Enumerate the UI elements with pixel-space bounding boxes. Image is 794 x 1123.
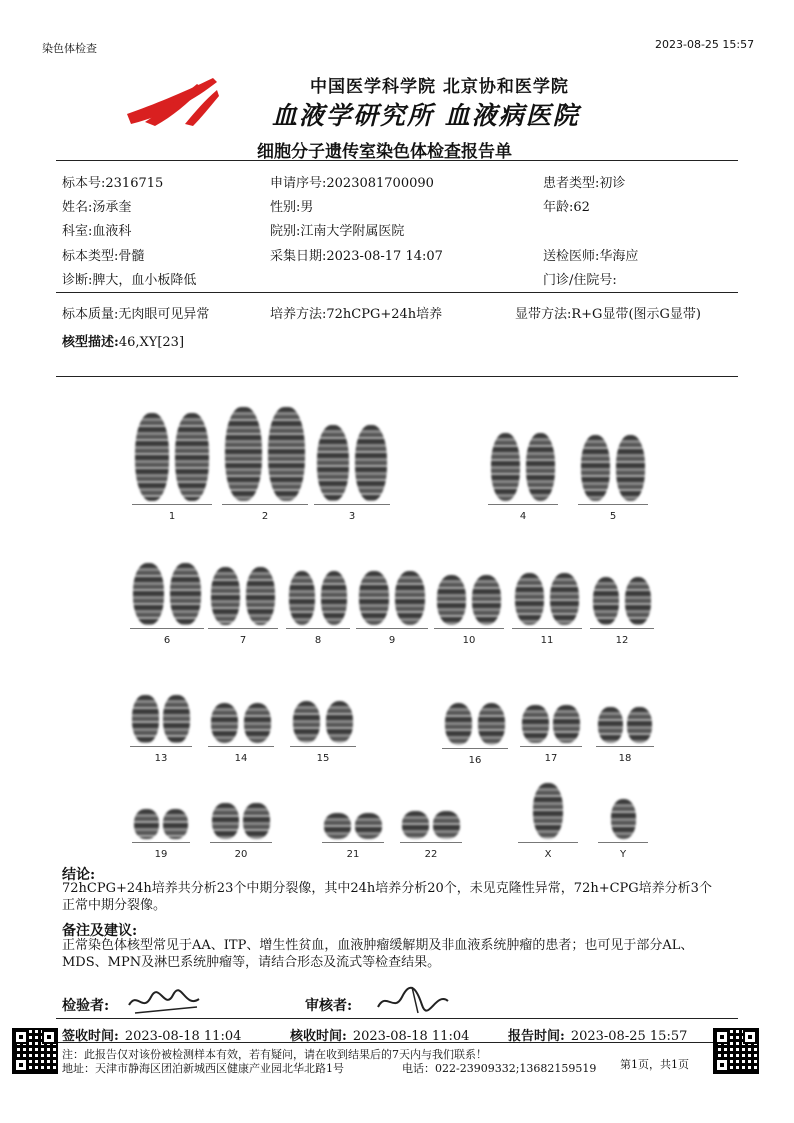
chromosome-pair-1 [132, 413, 212, 527]
karyotype-value: 46,XY[23] [118, 335, 185, 350]
pair-baseline [130, 746, 192, 747]
chromosome [135, 413, 169, 501]
chromosome-label: 1 [168, 511, 176, 522]
report-title: 细胞分子遗传室染色体检查报告单 [257, 142, 512, 162]
chromosome-pair-10 [434, 575, 504, 651]
pair-baseline [132, 842, 190, 843]
banding-method: 显带方法:R+G显带(图示G显带) [515, 307, 701, 322]
chromosome-label: 3 [348, 511, 356, 522]
pair-baseline [130, 628, 204, 629]
institution-line1: 中国医学科学院 北京协和医学院 [310, 77, 569, 97]
chromosome [244, 703, 272, 743]
divider [56, 292, 738, 293]
patient-sex: 性别:男 [270, 200, 314, 215]
chromosome [437, 575, 466, 625]
chromosome-pair-13 [130, 695, 192, 769]
chromosome-label: Y [619, 849, 627, 860]
pair-baseline [314, 504, 390, 505]
divider [56, 1018, 738, 1019]
qr-code-icon [713, 1028, 759, 1074]
chromosome-pair-9 [356, 571, 428, 651]
divider [56, 376, 738, 377]
divider [56, 1042, 738, 1043]
chromosome [170, 563, 201, 625]
chromosome-label: 5 [609, 511, 617, 522]
chromosome-pair-17 [520, 705, 582, 769]
chromosome-label: 18 [618, 753, 632, 764]
chromosome [163, 695, 189, 743]
chromosome [472, 575, 501, 625]
page-label: 染色体检查 [42, 42, 97, 55]
chromosome-pair-X [518, 783, 578, 865]
diagnosis: 诊断:脾大，血小板降低 [62, 273, 197, 288]
outpatient-no: 门诊/住院号: [543, 273, 617, 288]
receive-label: 签收时间: [62, 1029, 119, 1044]
pair-baseline [290, 746, 356, 747]
chromosome [163, 809, 187, 839]
footer-phone: 电话：022-23909332;13682159519 [402, 1062, 597, 1075]
chromosome-pair-22 [400, 811, 462, 865]
chromosome [359, 571, 389, 625]
chromosome [478, 703, 506, 745]
chromosome [133, 563, 164, 625]
chromosome-label: 19 [154, 849, 168, 860]
doctor: 送检医师:华海应 [543, 249, 639, 264]
remarks-label: 备注及建议: [62, 923, 138, 939]
patient-age: 年龄:62 [543, 200, 590, 215]
chromosome [593, 577, 620, 625]
pair-baseline [356, 628, 428, 629]
check-value: 2023-08-18 11:04 [352, 1029, 470, 1044]
chromosome [243, 803, 269, 839]
chromosome [268, 407, 304, 501]
pair-baseline [208, 746, 274, 747]
chromosome [355, 425, 387, 501]
footer-address: 地址：天津市静海区团泊新城西区健康产业园北华北路1号 [62, 1062, 344, 1075]
chromosome [175, 413, 209, 501]
chromosome [526, 433, 555, 501]
chromosome [324, 813, 350, 839]
chromosome [627, 707, 651, 743]
karyotype-label: 核型描述: [62, 335, 119, 350]
karyotype [62, 331, 184, 350]
chromosome-pair-5 [578, 435, 648, 527]
chromosome-pair-2 [222, 407, 308, 527]
chromosome-pair-7 [208, 567, 278, 651]
receive-value: 2023-08-18 11:04 [124, 1029, 242, 1044]
institution-line2: 血液学研究所 血液病医院 [272, 101, 580, 130]
specimen-no: 标本号:2316715 [62, 176, 164, 191]
chromosome [395, 571, 425, 625]
pair-baseline [434, 628, 504, 629]
chromosome-label: 16 [468, 755, 482, 766]
pair-baseline [210, 842, 272, 843]
reviewer-label: 审核者: [305, 998, 353, 1014]
chromosome-label: 11 [540, 635, 554, 646]
chromosome-pair-12 [590, 577, 654, 651]
chromosome [211, 703, 239, 743]
chromosome-label: 15 [316, 753, 330, 764]
chromosome [317, 425, 349, 501]
chromosome-pair-4 [488, 433, 558, 527]
chromosome [293, 701, 321, 743]
chromosome-label: 9 [388, 635, 396, 646]
chromosome-pair-20 [210, 803, 272, 865]
chromosome [611, 799, 636, 839]
report-label: 报告时间: [508, 1029, 565, 1044]
collect-date: 采集日期:2023-08-17 14:07 [270, 249, 443, 264]
chromosome-label: X [544, 849, 552, 860]
chromosome [355, 813, 381, 839]
pair-baseline [322, 842, 384, 843]
chromosome-label: 22 [424, 849, 438, 860]
chromosome [581, 435, 610, 501]
pair-baseline [208, 628, 278, 629]
chromosome [402, 811, 428, 839]
chromosome [515, 573, 544, 625]
chromosome [134, 809, 158, 839]
chromosome [445, 703, 473, 745]
patient-name: 姓名:汤承奎 [62, 200, 132, 215]
chromosome-label: 10 [462, 635, 476, 646]
chromosome [326, 701, 354, 743]
chromosome [246, 567, 275, 625]
chromosome-label: 4 [519, 511, 527, 522]
chromosome-label: 21 [346, 849, 360, 860]
chromosome [616, 435, 645, 501]
pair-baseline [596, 746, 654, 747]
chromosome [550, 573, 579, 625]
remarks-text: 正常染色体核型常见于AA、ITP、增生性贫血，血液肿瘤缓解期及非血液系统肿瘤的患者；也可见于部分AL、MDS、MPN及淋巴系统肿瘤等，请结合形态及流式等检查结果。 [62, 938, 694, 970]
pair-baseline [598, 842, 648, 843]
chromosome-pair-11 [512, 573, 582, 651]
pair-baseline [442, 748, 508, 749]
chromosome-pair-16 [442, 703, 508, 771]
pair-baseline [400, 842, 462, 843]
chromosome-label: 20 [234, 849, 248, 860]
footer-page: 第1页，共1页 [620, 1058, 689, 1071]
divider [56, 160, 738, 161]
chromosome [321, 571, 348, 625]
print-time: 2023-08-25 15:57 [655, 38, 755, 51]
chromosome-pair-18 [596, 707, 654, 769]
footer-note: 注：此报告仅对该份被检测样本有效，若有疑问，请在收到结果后的7天内与我们联系！ [62, 1048, 487, 1061]
chromosome-label: 12 [615, 635, 629, 646]
hospital: 院别:江南大学附属医院 [270, 224, 405, 239]
chromosome [211, 567, 240, 625]
request-no: 申请序号:2023081700090 [270, 176, 434, 191]
pair-baseline [286, 628, 350, 629]
chromosome-label: 17 [544, 753, 558, 764]
pair-baseline [518, 842, 578, 843]
check-label: 核收时间: [290, 1029, 347, 1044]
chromosome-pair-14 [208, 703, 274, 769]
conclusion-text: 72hCPG+24h培养共分析23个中期分裂像，其中24h培养分析20个，未见克隆性异常，72h+CPG培养分析3个正常中期分裂像。 [62, 881, 712, 913]
specimen-type: 标本类型:骨髓 [62, 249, 145, 264]
chromosome [491, 433, 520, 501]
pair-baseline [512, 628, 582, 629]
hospital-logo [125, 74, 220, 126]
culture-method: 培养方法:72hCPG+24h培养 [270, 307, 443, 322]
chromosome [289, 571, 316, 625]
specimen-quality: 标本质量:无肉眼可见异常 [62, 307, 210, 322]
pair-baseline [132, 504, 212, 505]
chromosome-pair-15 [290, 701, 356, 769]
qr-code-icon [12, 1028, 58, 1074]
chromosome [433, 811, 459, 839]
examiner-signature [125, 985, 205, 1017]
conclusion-label: 结论: [62, 867, 96, 883]
pair-baseline [222, 504, 308, 505]
chromosome-pair-6 [130, 563, 204, 651]
chromosome [522, 705, 548, 743]
chromosome-pair-Y [598, 799, 648, 865]
chromosome-label: 8 [314, 635, 322, 646]
chromosome-label: 7 [239, 635, 247, 646]
pair-baseline [520, 746, 582, 747]
chromosome [225, 407, 261, 501]
examiner-label: 检验者: [62, 998, 110, 1014]
chromosome-pair-8 [286, 571, 350, 651]
pair-baseline [488, 504, 558, 505]
chromosome-pair-21 [322, 813, 384, 865]
chromosome-label: 14 [234, 753, 248, 764]
chromosome [625, 577, 652, 625]
chromosome-pair-3 [314, 425, 390, 527]
karyogram-image [118, 385, 676, 862]
chromosome [132, 695, 158, 743]
chromosome-label: 13 [154, 753, 168, 764]
chromosome [212, 803, 238, 839]
chromosome [598, 707, 622, 743]
chromosome [553, 705, 579, 743]
chromosome-pair-19 [132, 809, 190, 865]
reviewer-signature [372, 983, 452, 1017]
chromosome [533, 783, 563, 839]
report-value: 2023-08-25 15:57 [570, 1029, 688, 1044]
pair-baseline [590, 628, 654, 629]
department: 科室:血液科 [62, 224, 132, 239]
patient-type: 患者类型:初诊 [543, 176, 626, 191]
pair-baseline [578, 504, 648, 505]
chromosome-label: 6 [163, 635, 171, 646]
chromosome-label: 2 [261, 511, 269, 522]
